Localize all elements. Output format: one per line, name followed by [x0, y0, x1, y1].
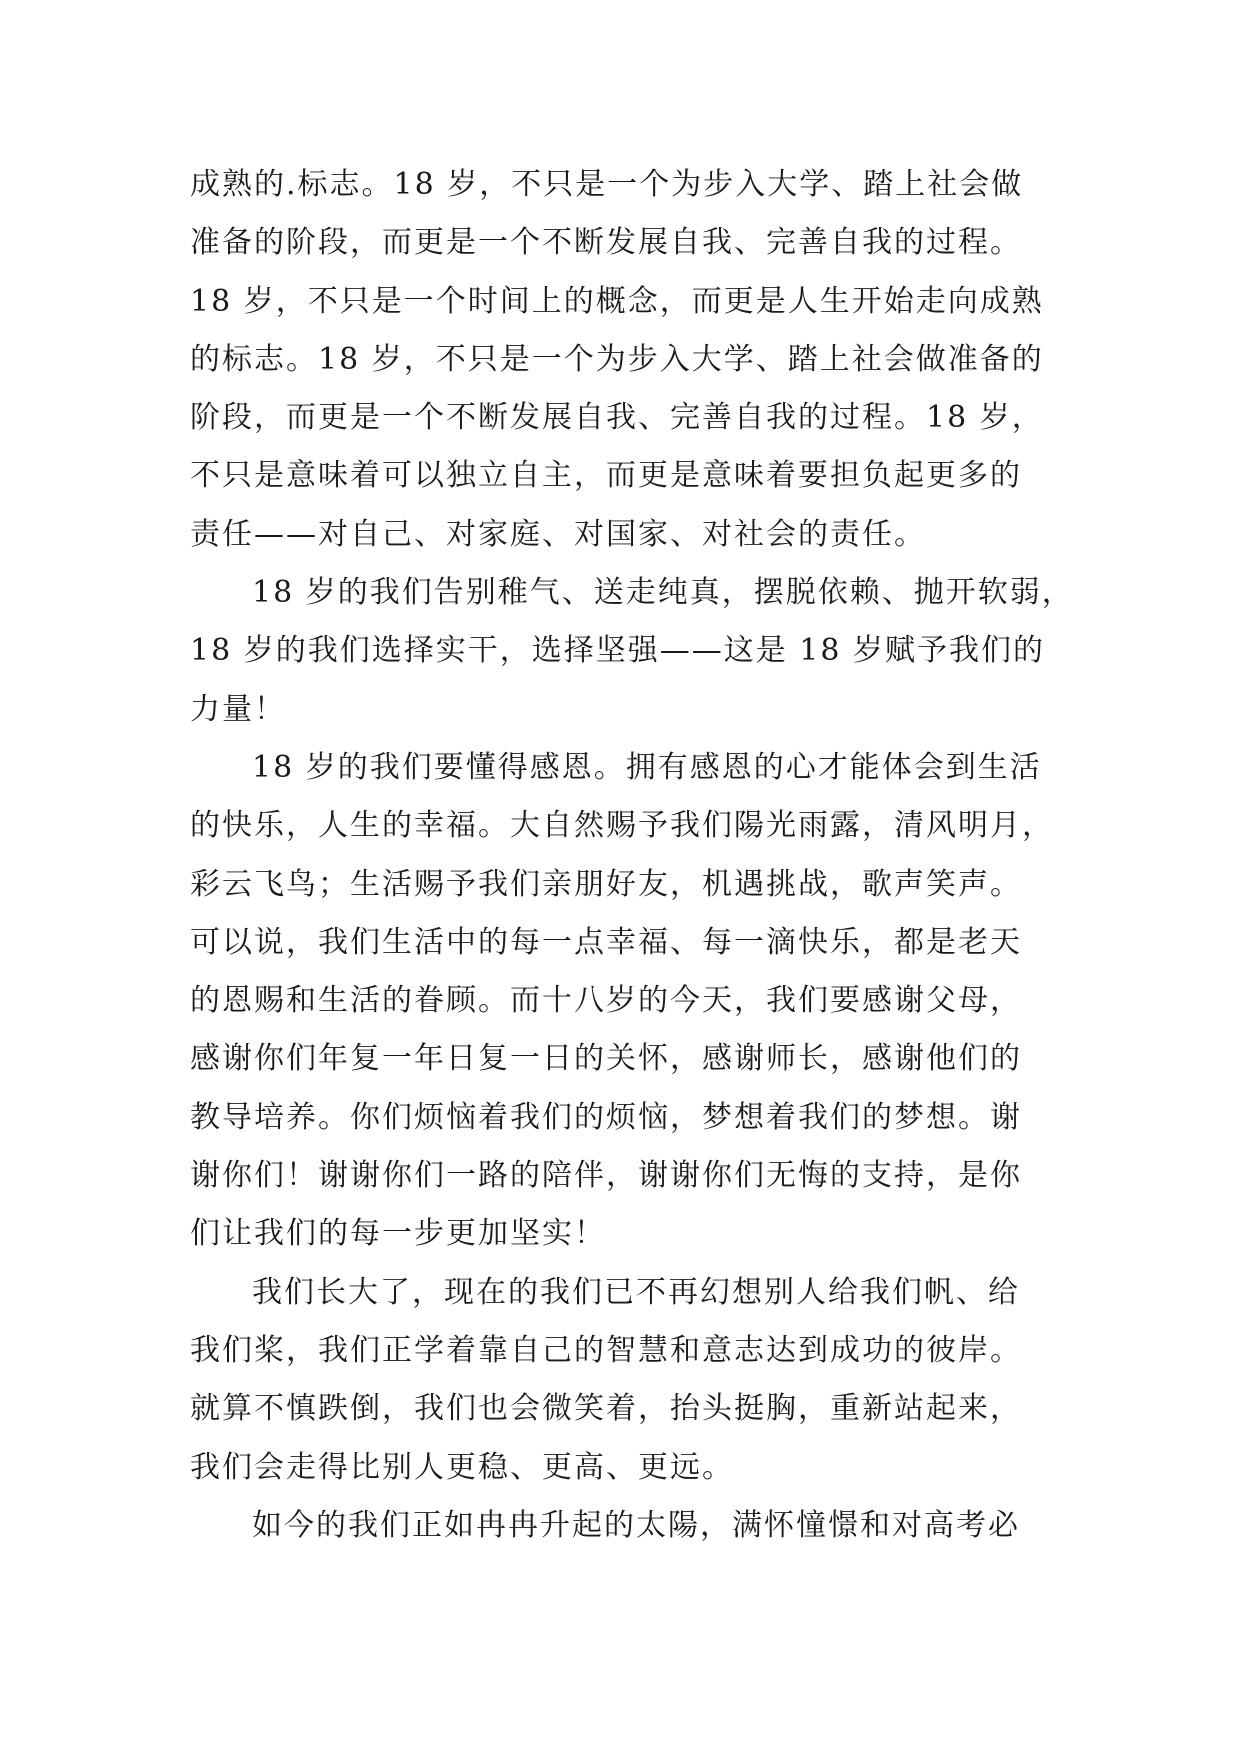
text-line: 就算不慎跌倒，我们也会微笑着，抬头挺胸，重新站起来， — [190, 1391, 1022, 1427]
paragraph-start-line: 18 岁的我们要懂得感恩。拥有感恩的心才能体会到生活 — [252, 749, 1042, 785]
text-line: 我们桨，我们正学着靠自己的智慧和意志达到成功的彼岸。 — [190, 1332, 1022, 1368]
text-line: 我们会走得比别人更稳、更高、更远。 — [190, 1449, 734, 1485]
text-line: 感谢你们年复一年日复一日的关怀，感谢师长，感谢他们的 — [190, 1041, 1022, 1077]
document-body — [190, 156, 1074, 1555]
text-line: 力量！ — [190, 691, 286, 727]
text-line: 不只是意味着可以独立自主，而更是意味着要担负起更多的 — [190, 458, 1022, 494]
text-line: 责任——对自己、对家庭、对国家、对社会的责任。 — [190, 516, 926, 552]
text-line: 的恩赐和生活的眷顾。而十八岁的今天，我们要感谢父母， — [190, 983, 1022, 1019]
text-line: 阶段，而更是一个不断发展自我、完善自我的过程。18 岁， — [190, 400, 1044, 436]
text-line: 准备的阶段，而更是一个不断发展自我、完善自我的过程。 — [190, 225, 1022, 261]
paragraph-start-line: 我们长大了，现在的我们已不再幻想别人给我们帆、给 — [252, 1274, 1020, 1310]
text-line: 可以说，我们生活中的每一点幸福、每一滴快乐，都是老天 — [190, 924, 1022, 960]
text-line: 18 岁的我们选择实干，选择坚强——这是 18 岁赋予我们的 — [190, 633, 1045, 669]
text-line: 彩云飞鸟；生活赐予我们亲朋好友，机遇挑战，歌声笑声。 — [190, 866, 1022, 902]
text-line: 的快乐，人生的幸福。大自然赐予我们陽光雨露，清风明月， — [190, 808, 1054, 844]
paragraph-start-line: 18 岁的我们告别稚气、送走纯真，摆脱依赖、抛开软弱， — [252, 575, 1074, 611]
text-line: 的标志。18 岁，不只是一个为步入大学、踏上社会做准备的 — [190, 341, 1044, 377]
text-line: 教导培养。你们烦恼着我们的烦恼，梦想着我们的梦想。谢 — [190, 1099, 1022, 1135]
text-line: 18 岁，不只是一个时间上的概念，而更是人生开始走向成熟 — [190, 283, 1044, 319]
paragraph-start-line: 如今的我们正如冉冉升起的太陽，满怀憧憬和对高考必 — [252, 1507, 1020, 1543]
text-line: 们让我们的每一步更加坚实！ — [190, 1216, 606, 1252]
text-line: 成熟的.标志。18 岁，不只是一个为步入大学、踏上社会做 — [190, 167, 1024, 202]
text-line: 谢你们！谢谢你们一路的陪伴，谢谢你们无悔的支持，是你 — [190, 1158, 1022, 1194]
